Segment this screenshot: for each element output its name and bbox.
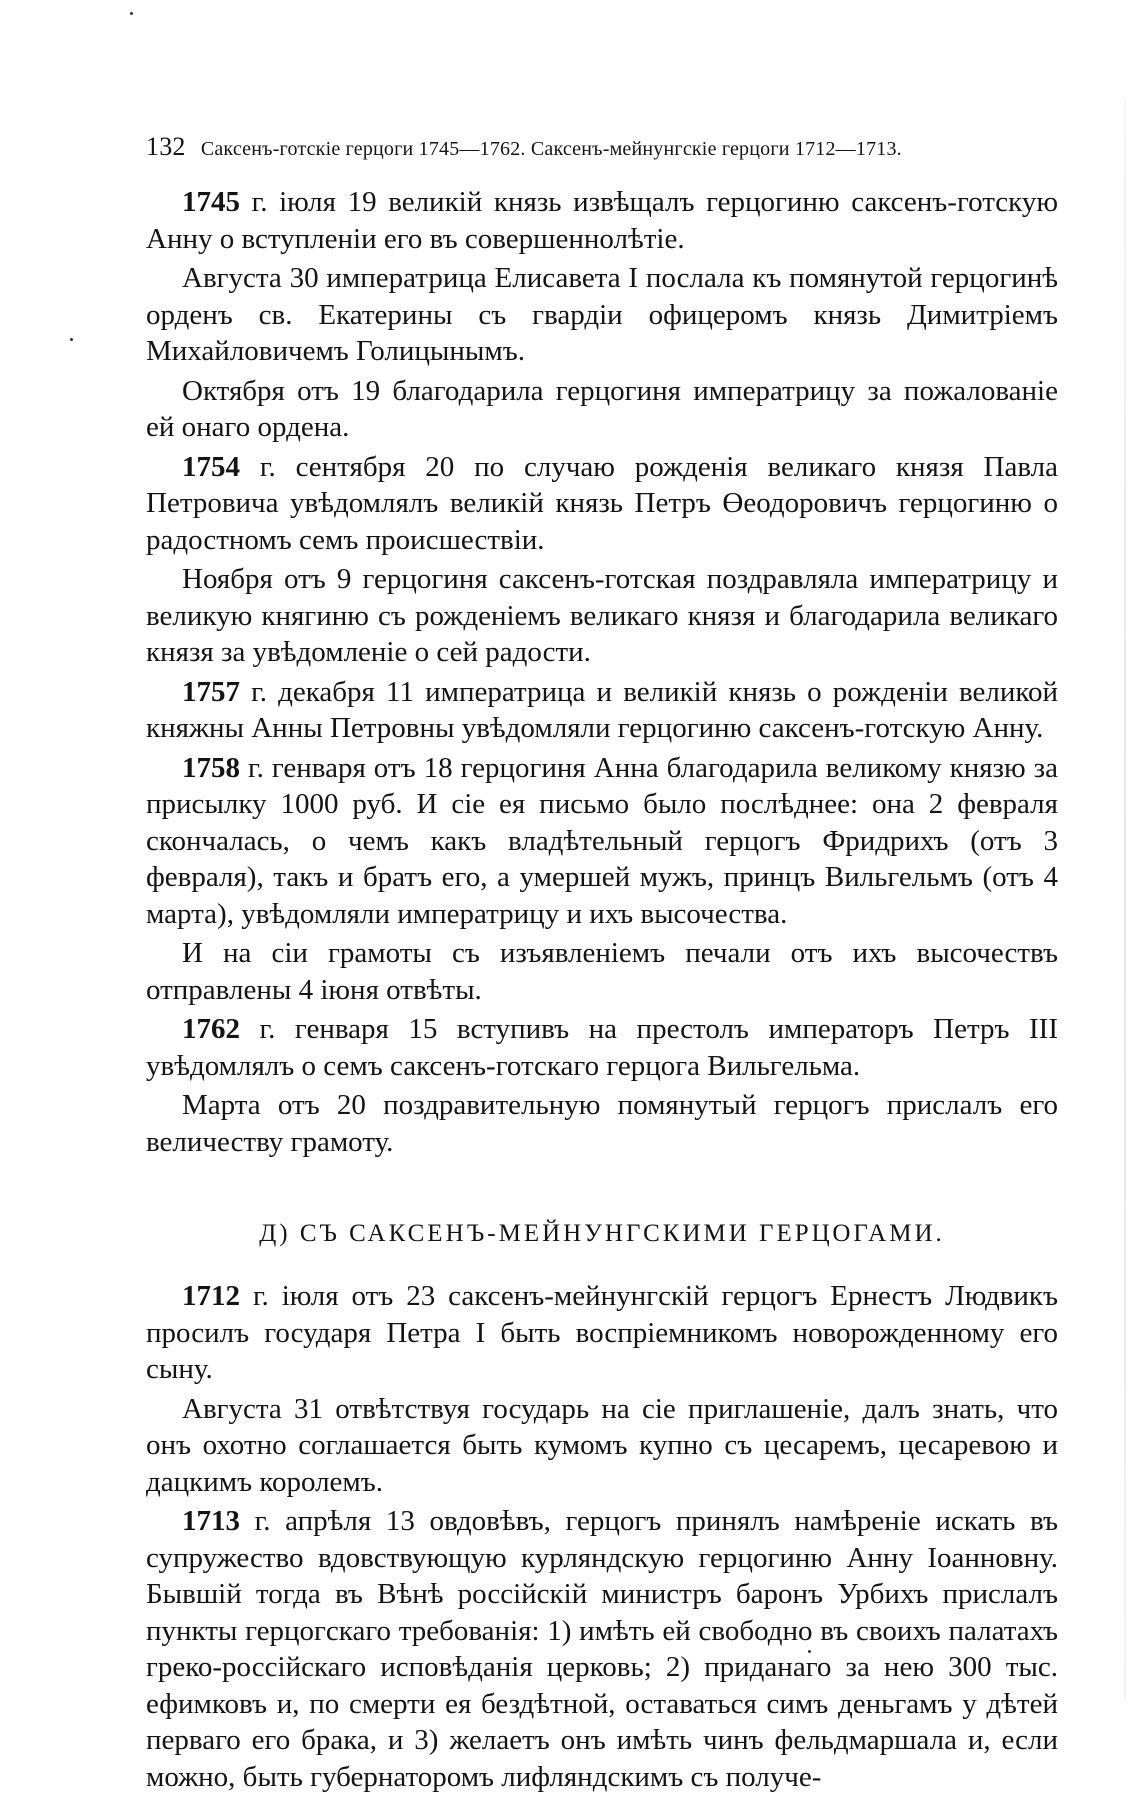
scan-speck <box>70 338 73 341</box>
entry-text: Ноября отъ 9 герцогиня саксенъ-готская поздравляла императрицу и великую княгиню съ рожденіемъ великаго князя и благодарила великаго князя за увѣдомленіе о сей радости. <box>146 563 1058 668</box>
entry-year: 1758 <box>182 751 240 784</box>
entry-year: 1745 <box>182 186 240 218</box>
entry-paragraph <box>146 373 1058 446</box>
entry-text: Марта отъ 20 поздравительную помянутый герцогъ прислалъ его величеству грамоту. <box>146 1089 1058 1158</box>
entry-year: 1713 <box>182 1505 240 1537</box>
page-number: 132 <box>146 132 186 161</box>
entry-year: 1757 <box>182 675 240 708</box>
entry-text: И на сіи грамоты съ изъявленіемъ печали отъ ихъ высочествъ отправлены 4 іюня отвѣты. <box>146 937 1058 1006</box>
entry-paragraph <box>146 674 1058 747</box>
entry-text: г. декабря 11 императрица и великій князь о рожденіи великой княжны Анны Петровны увѣдомляли герцогиню саксенъ-готскую Анну. <box>146 675 1058 744</box>
entry-paragraph <box>146 750 1058 933</box>
entry-text: г. іюля 19 великій князь извѣщалъ герцогиню саксенъ-готскую Анну о вступленіи его въ совершеннолѣтіе. <box>146 186 1058 255</box>
entry-year: 1712 <box>182 1280 240 1312</box>
entry-paragraph <box>146 260 1058 370</box>
entry-paragraph <box>146 1391 1058 1501</box>
entry-text: Октября отъ 19 благодарила герцогиня императрицу за пожалованіе ей онаго ордена. <box>146 374 1058 443</box>
entry-paragraph <box>146 1278 1058 1388</box>
entry-text: г. генваря 15 вступивъ на престолъ императоръ Петръ III увѣдомлялъ о семъ саксенъ-готскаго герцога Вильгельма. <box>146 1013 1058 1082</box>
entry-paragraph <box>146 935 1058 1008</box>
entry-text: Августа 30 императрица Елисавета I послала къ помянутой герцогинѣ орденъ св. Екатерины съ гвардіи офицеромъ князь Димитріемъ Михайловичемъ Голицынымъ. <box>146 262 1058 367</box>
running-title: Саксенъ-готскіе герцоги 1745—1762. Саксенъ-мейнунгскіе герцоги 1712—1713. <box>200 138 902 160</box>
entry-paragraph <box>146 184 1058 257</box>
scan-edge-shadow <box>1124 100 1126 1700</box>
entry-paragraph <box>146 1087 1058 1160</box>
entry-paragraph <box>146 449 1058 559</box>
entry-text: г. іюля отъ 23 саксенъ-мейнунгскій герцогъ Ернестъ Людвикъ просилъ государя Петра I быть воспріемникомъ новорожденному его сыну. <box>146 1280 1058 1385</box>
entry-paragraph <box>146 561 1058 671</box>
book-page <box>146 132 1058 1798</box>
entry-text: Августа 31 отвѣтствуя государь на сіе приглашеніе, далъ знать, что онъ охотно соглашается быть кумомъ купно съ цесаремъ, цесаревою и дацкимъ королемъ. <box>146 1392 1058 1498</box>
running-header <box>146 132 1058 162</box>
entry-paragraph <box>146 1503 1058 1795</box>
meiningen-entries <box>146 1278 1058 1795</box>
gotha-entries <box>146 184 1058 1160</box>
section-heading: Д) СЪ САКСЕНЪ-МЕЙНУНГСКИМИ ГЕРЦОГАМИ. <box>259 1220 945 1247</box>
entry-paragraph <box>146 1011 1058 1084</box>
scan-speck <box>130 12 133 15</box>
entry-year: 1754 <box>182 450 240 483</box>
entry-text: г. генваря отъ 18 герцогиня Анна благодарила великому князю за присылку 1000 руб. И сіе ея письмо было послѣднее: она 2 февраля скончалась, о чемъ какъ владѣтельный герцогъ Фридрихъ (отъ 3 февраля), такъ и братъ его, а умершей мужъ, принцъ Вильгельмъ (отъ 4 марта), увѣдомляли императрицу и ихъ высочества. <box>146 751 1058 930</box>
entry-text: г. сентября 20 по случаю рожденія великаго князя Павла Петровича увѣдомлялъ великій князь Петръ Өеодоровичъ герцогиню о радостномъ семъ происшествіи. <box>146 450 1058 556</box>
entry-text: г. апрѣля 13 овдовѣвъ, герцогъ принялъ намѣреніе искать въ супружество вдовствующую курляндскую герцогиню Анну Іоанновну. Бывшій тогда въ Вѣнѣ россійскій министръ баронъ Урбихъ прислалъ пункты герцогскаго требованія: 1) имѣть ей свободно въ своихъ палатахъ греко-россійскаго исповѣданія церковь; 2) приданаго за нею 300 тыс. ефимковъ и, по смерти ея бездѣтной, оставаться симъ деньгамъ у дѣтей перваго его брака, и 3) желаетъ онъ имѣть чинъ фельдмаршала и, если можно, быть губернаторомъ лифляндскимъ съ получе- <box>146 1505 1058 1793</box>
entry-year: 1762 <box>182 1013 240 1045</box>
